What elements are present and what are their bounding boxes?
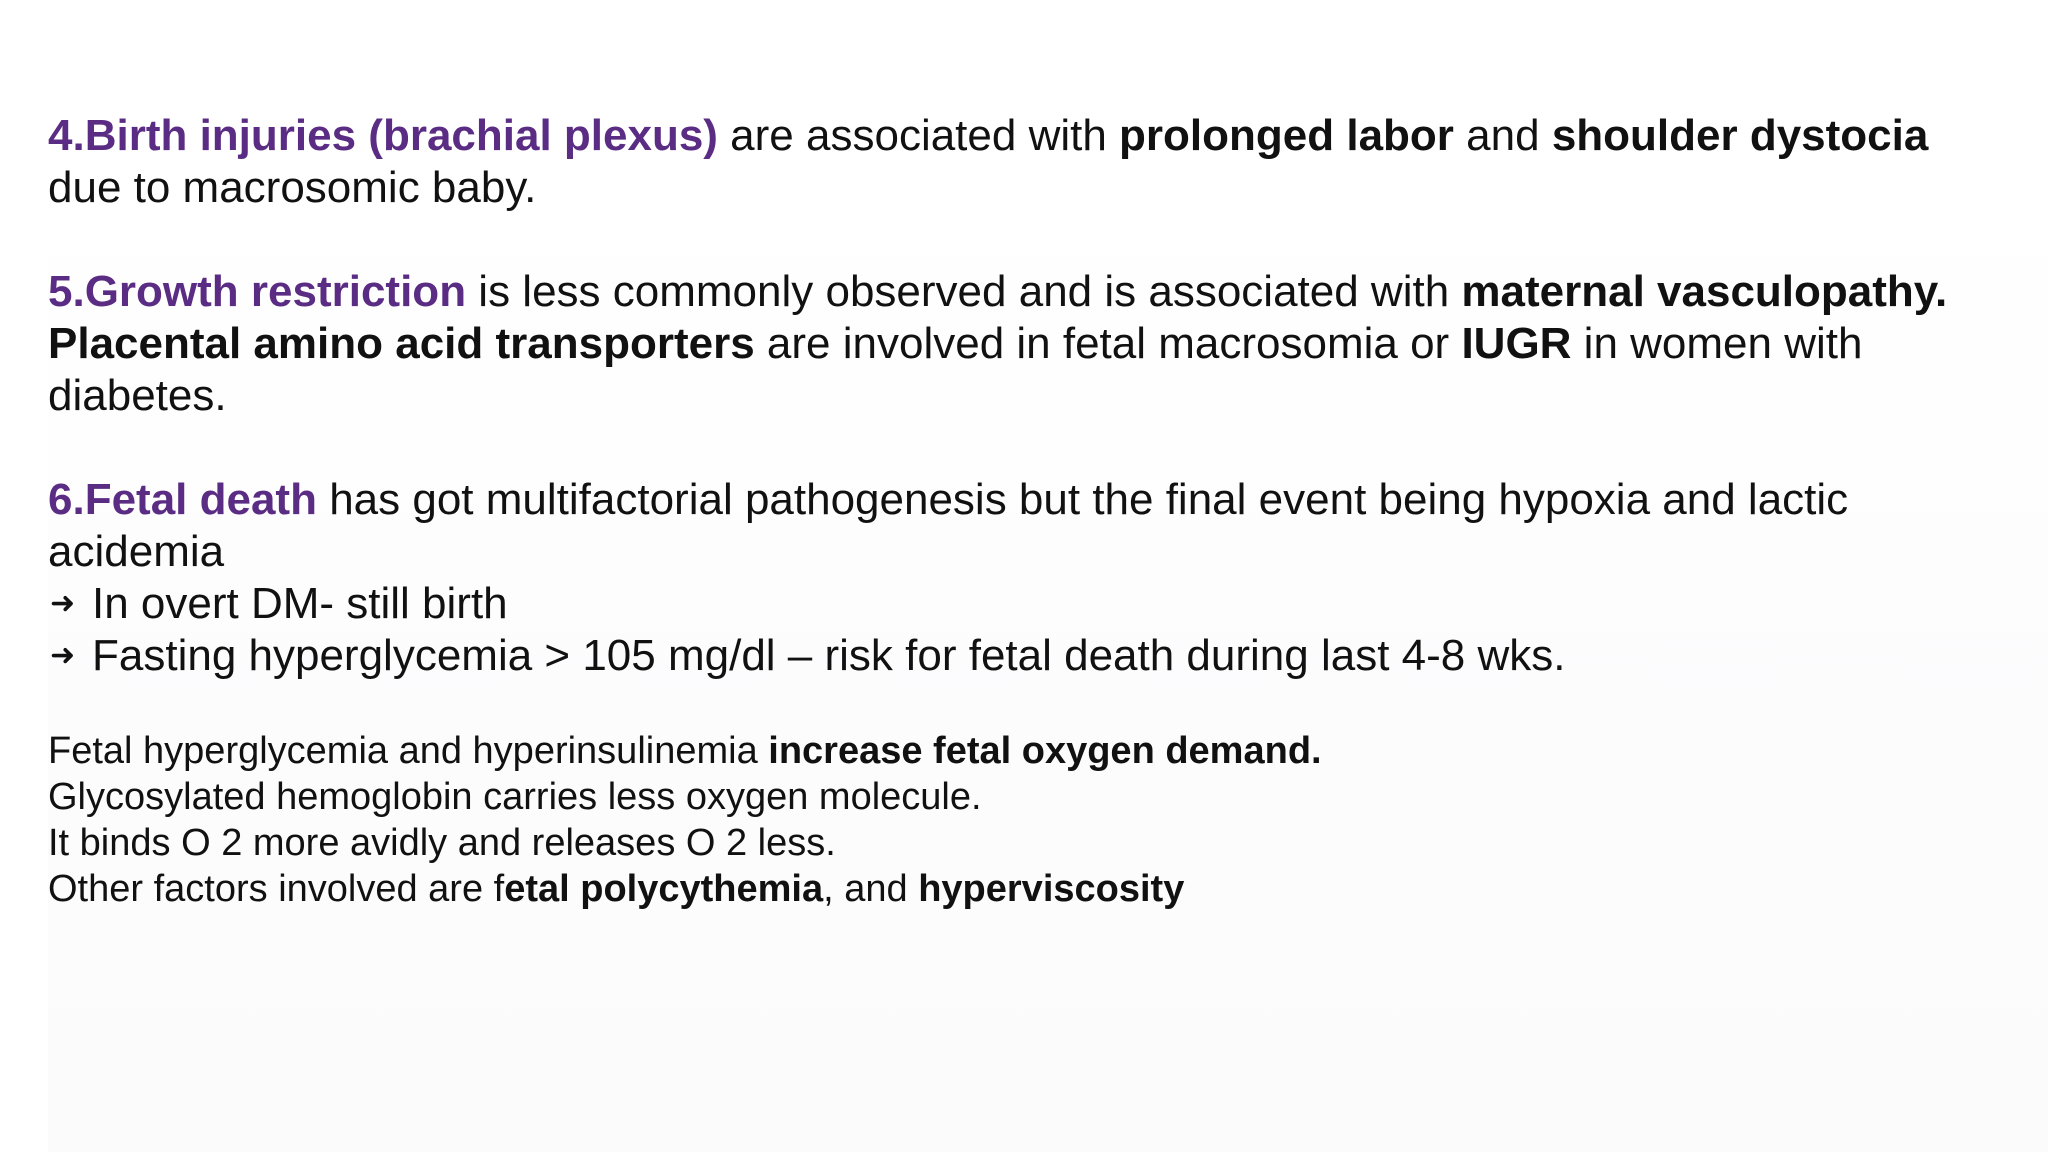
note-4-bold-1: etal polycythemia <box>504 868 824 910</box>
placental-transporters <box>48 318 2008 422</box>
point-4-heading: 4.Birth injuries (brachial plexus) <box>48 111 718 160</box>
point-5-text-1: is less commonly observed and is associated with <box>466 267 1462 316</box>
placental-text-1: are involved in fetal macrosomia or <box>754 319 1462 368</box>
note-line-other-factors <box>48 866 2008 912</box>
point-5-heading: 5.Growth restriction <box>48 267 467 316</box>
point-4-bold-2: shoulder dystocia <box>1551 111 1929 160</box>
note-4-bold-2: hyperviscosity <box>918 868 1185 910</box>
point-6-heading: 6.Fetal death <box>48 475 317 524</box>
bullet-item <box>48 578 2008 630</box>
point-growth-restriction <box>48 266 2008 318</box>
slide-content <box>48 110 2008 912</box>
point-6-text-1: has got multifactorial pathogenesis but the final event being hypoxia and lactic acidemia <box>48 475 1849 576</box>
note-1-bold: increase fetal oxygen demand. <box>768 730 1322 772</box>
point-4-text-3: due to macrosomic baby. <box>48 163 537 212</box>
note-1-text: Fetal hyperglycemia and hyperinsulinemia <box>48 730 769 772</box>
placental-bold-2: IUGR <box>1461 319 1572 368</box>
placental-bold-1: Placental amino acid transporters <box>48 319 755 368</box>
note-line-glycosylated-hemoglobin: Glycosylated hemoglobin carries less oxygen molecule. <box>48 776 982 818</box>
bullet-item <box>48 630 2008 682</box>
bullet-text: In overt DM- still birth <box>92 579 508 628</box>
spacer <box>48 422 2008 474</box>
note-4-text-1: Other factors involved are f <box>48 868 505 910</box>
arrow-right-icon: ➜ <box>50 587 76 620</box>
point-4-bold-1: prolonged labor <box>1119 111 1454 160</box>
note-line-oxygen-binding: It binds O 2 more avidly and releases O 2 less. <box>48 822 836 864</box>
note-4-text-2: , and <box>823 868 919 910</box>
point-fetal-death <box>48 474 2008 578</box>
bullet-text: Fasting hyperglycemia > 105 mg/dl – risk for fetal death during last 4-8 wks. <box>92 631 1566 680</box>
point-birth-injuries <box>48 110 2008 214</box>
arrow-right-icon: ➜ <box>50 639 76 672</box>
point-4-text-1: are associated with <box>717 111 1120 160</box>
placental-text-2: in women with diabetes. <box>48 319 1863 420</box>
point-5-bold-1: maternal vasculopathy. <box>1461 267 1948 316</box>
spacer <box>48 682 2008 728</box>
note-line-oxygen-demand <box>48 728 2008 774</box>
point-4-text-2: and <box>1453 111 1552 160</box>
spacer <box>48 214 2008 266</box>
